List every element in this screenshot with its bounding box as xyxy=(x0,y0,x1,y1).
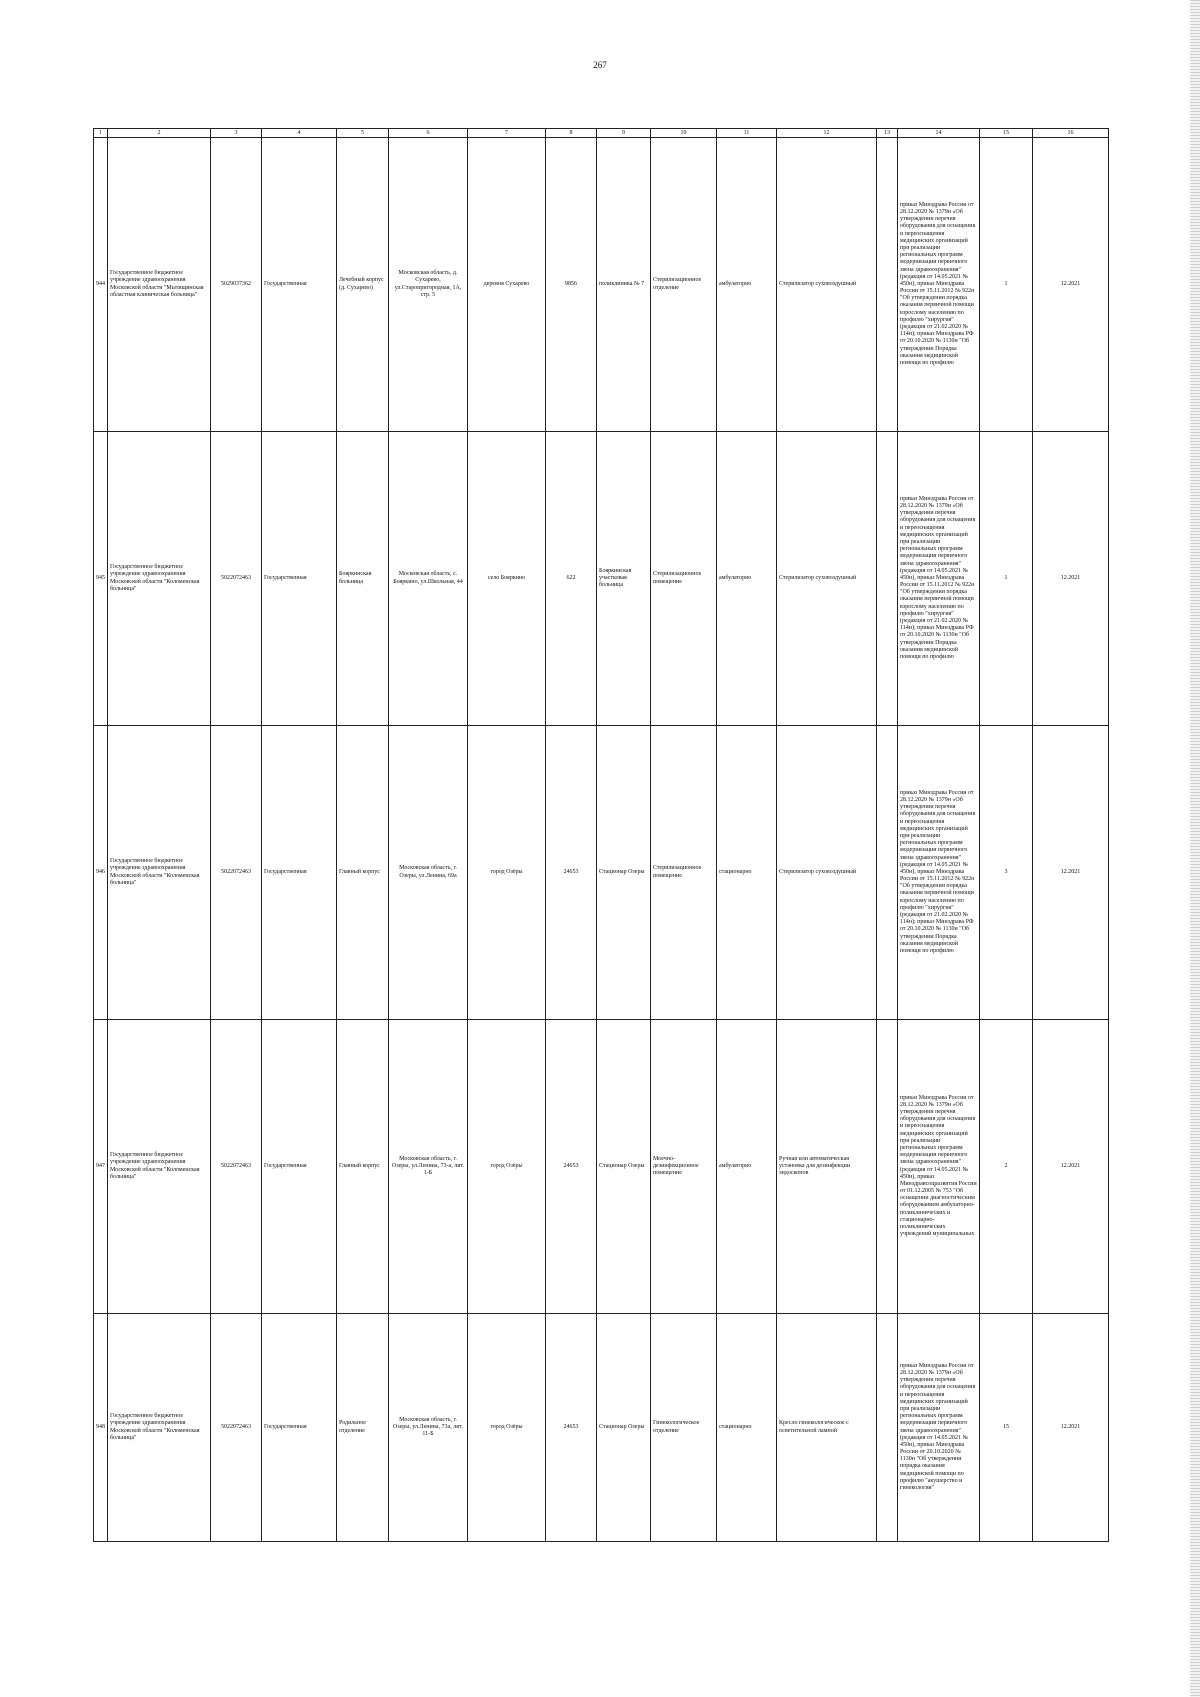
table-row xyxy=(94,432,1109,726)
equipment: Стерилизатор суховоздушный xyxy=(777,432,877,726)
legal-basis-text: приказ Минздрава России от 28.12.2020 № 1379н «Об утверждении перечня оборудования для оснащения и переоснащения медицинских организаций при реализации региональных программ модернизации первичного звена здравоохранения"(редакция от 14.05.2021 № 450н), приказ Минздрава России от 15.11.2012 № 922н "Об утверждении порядка оказания первичной помощи взрослому населению по профилю "хирургия" (редакция от 21.02.2020 № 114н); приказ Минздрава РФ от 20.10.2020 № 1130н "Об утверждении Порядка оказания медицинской помощи по профилю xyxy=(900,201,976,366)
care-type: амбулаторно xyxy=(717,432,777,726)
settlement: деревня Сухарево xyxy=(468,138,546,432)
column-number: 13 xyxy=(877,129,898,138)
legal-basis-text: приказ Минздрава России от 28.12.2020 № 1379н «Об утверждении перечня оборудования для оснащения и переоснащения медицинских организаций при реализации региональных программ модернизации первичного звена здравоохранения"(редакция от 14.05.2021 № 450н), приказ Минздрава России от 15.11.2012 № 922н "Об утверждении порядка оказания первичной помощи взрослому населению по профилю "хирургия" (редакция от 21.02.2020 № 114н); приказ Минздрава РФ от 20.10.2020 № 1130н "Об утверждении Порядка оказания медицинской помощи по профилю xyxy=(900,495,976,660)
column-number: 5 xyxy=(337,129,389,138)
table-row xyxy=(94,1314,1109,1542)
legal-basis xyxy=(898,1314,980,1542)
unit: Стационар Озеры xyxy=(597,1020,651,1314)
population: 24653 xyxy=(546,726,597,1020)
equipment: Стерилизатор суховоздушный xyxy=(777,726,877,1020)
row-number: 948 xyxy=(94,1314,108,1542)
population: 24653 xyxy=(546,1020,597,1314)
ownership: Государственная xyxy=(262,726,337,1020)
inn: 5022072463 xyxy=(211,1020,262,1314)
column-number-row xyxy=(94,129,1109,138)
date: 12.2021 xyxy=(1033,138,1109,432)
population: 24653 xyxy=(546,1314,597,1542)
address: Московская область, с. Бояркино, ул.Школьная, 44 xyxy=(389,432,468,726)
ownership: Государственная xyxy=(262,1314,337,1542)
row-number: 944 xyxy=(94,138,108,432)
care-type: амбулаторно xyxy=(717,1020,777,1314)
row-number: 945 xyxy=(94,432,108,726)
legal-basis-text: приказ Минздрава России от 28.12.2020 № 1379н «Об утверждении перечня оборудования для оснащения и переоснащения медицинских организаций при реализации региональных программ модернизации первичного звена здравоохранения"(редакция от 14.05.2021 № 450н), приказ Минздрава России от 15.11.2012 № 922н "Об утверждении порядка оказания первичной помощи взрослому населению по профилю "хирургия" (редакция от 21.02.2020 № 114н); приказ Минздрава РФ от 20.10.2020 № 1130н "Об утверждении Порядка оказания медицинской помощи по профилю xyxy=(900,789,976,954)
unit: Бояркинская участковая больница xyxy=(597,432,651,726)
date: 12.2021 xyxy=(1033,1020,1109,1314)
address: Московская область, г. Озеры, ул.Ленина, 73-а, лит. 1-Б xyxy=(389,1020,468,1314)
address: Московская область, г. Озеры, ул.Ленина, 69а xyxy=(389,726,468,1020)
building: Лечебный корпус (д. Сухарево) xyxy=(337,138,389,432)
institution-name: Государственное бюджетное учреждение здравоохранения Московской области "Коломенская больница" xyxy=(108,432,211,726)
settlement: город Озёры xyxy=(468,726,546,1020)
inn: 5022072463 xyxy=(211,432,262,726)
department: Моечно-дезинфекционное помещение xyxy=(651,1020,717,1314)
equipment: Стерилизатор суховоздушный xyxy=(777,138,877,432)
care-type: амбулаторно xyxy=(717,138,777,432)
address: Московская область, д. Сухарево, ул.Старопригородная, 1А, стр. 5 xyxy=(389,138,468,432)
column-13 xyxy=(877,1314,898,1542)
settlement: город Озёры xyxy=(468,1020,546,1314)
equipment: Ручная или автоматическая установка для дезинфекции эндоскопов xyxy=(777,1020,877,1314)
legal-basis xyxy=(898,726,980,1020)
table-row xyxy=(94,138,1109,432)
unit: поликлиника № 7 xyxy=(597,138,651,432)
quantity: 3 xyxy=(980,726,1033,1020)
institution-name: Государственное бюджетное учреждение здравоохранения Московской области "Коломенская больница" xyxy=(108,1314,211,1542)
care-type: стационарно xyxy=(717,1314,777,1542)
column-number: 14 xyxy=(898,129,980,138)
address: Московская область, г. Озеры, ул.Ленина, 73а, лит. 11-Б xyxy=(389,1314,468,1542)
column-13 xyxy=(877,138,898,432)
table-row xyxy=(94,1020,1109,1314)
column-number: 10 xyxy=(651,129,717,138)
unit: Стационар Озеры xyxy=(597,726,651,1020)
row-number: 947 xyxy=(94,1020,108,1314)
legal-basis xyxy=(898,1020,980,1314)
building: Родильное отделение xyxy=(337,1314,389,1542)
legal-basis-text: приказ Минздрава России от 28.12.2020 № 1379н «Об утверждении перечня оборудования для оснащения и переоснащения медицинских организаций при реализации региональных программ модернизации первичного звена здравоохранения"(редакция от 14.05.2021 № 450н), приказ Минздравсоцразвития России от 01.12.2005 № 753 "Об оснащении диагностическим оборудованием амбулаторно-поликлинических и стационарно-поликлинических учреждений муниципальных xyxy=(900,1094,977,1238)
population: 9856 xyxy=(546,138,597,432)
equipment: Кресло гинекологическое с осветительной лампой xyxy=(777,1314,877,1542)
quantity: 1 xyxy=(980,432,1033,726)
settlement: село Бояркино xyxy=(468,432,546,726)
quantity: 2 xyxy=(980,1020,1033,1314)
date: 12.2021 xyxy=(1033,726,1109,1020)
inn: 5022072463 xyxy=(211,726,262,1020)
date: 12.2021 xyxy=(1033,1314,1109,1542)
unit: Стационар Озеры xyxy=(597,1314,651,1542)
department: Гинекологическое отделение xyxy=(651,1314,717,1542)
department: Стерилизационное помещение xyxy=(651,726,717,1020)
department: Стерилизационное помещение xyxy=(651,432,717,726)
equipment-table xyxy=(93,128,1109,1542)
institution-name: Государственное бюджетное учреждение здравоохранения Московской области "Мытищинская областная клиническая больница" xyxy=(108,138,211,432)
settlement: город Озёры xyxy=(468,1314,546,1542)
quantity: 1 xyxy=(980,138,1033,432)
column-number: 11 xyxy=(717,129,777,138)
row-number: 946 xyxy=(94,726,108,1020)
column-number: 16 xyxy=(1033,129,1109,138)
legal-basis-text: приказ Минздрава России от 28.12.2020 № 1379н «Об утверждении перечня оборудования для оснащения и переоснащения медицинских организаций при реализации региональных программ модернизации первичного звена здравоохранения"(редакция от 14.05.2021 № 450н), приказ Минздрава России от 20.10.2020 № 1130н "Об утверждении порядка оказания медицинской помощи по профилю "акушерство и гинекология" xyxy=(900,1362,976,1491)
building: Бояркинская больница xyxy=(337,432,389,726)
building: Главный корпус xyxy=(337,726,389,1020)
inn: 5029037362 xyxy=(211,138,262,432)
legal-basis xyxy=(898,432,980,726)
table-row xyxy=(94,726,1109,1020)
ownership: Государственная xyxy=(262,432,337,726)
institution-name: Государственное бюджетное учреждение здравоохранения Московской области "Коломенская больница" xyxy=(108,1020,211,1314)
column-13 xyxy=(877,1020,898,1314)
date: 12.2021 xyxy=(1033,432,1109,726)
quantity: 15 xyxy=(980,1314,1033,1542)
column-number: 12 xyxy=(777,129,877,138)
column-13 xyxy=(877,726,898,1020)
care-type: стационарно xyxy=(717,726,777,1020)
inn: 5022072463 xyxy=(211,1314,262,1542)
column-number: 1 xyxy=(94,129,108,138)
column-13 xyxy=(877,432,898,726)
column-number: 8 xyxy=(546,129,597,138)
column-number: 4 xyxy=(262,129,337,138)
column-number: 15 xyxy=(980,129,1033,138)
column-number: 3 xyxy=(211,129,262,138)
institution-name: Государственное бюджетное учреждение здравоохранения Московской области "Коломенская больница" xyxy=(108,726,211,1020)
ownership: Государственная xyxy=(262,1020,337,1314)
column-number: 2 xyxy=(108,129,211,138)
scan-edge-strip xyxy=(1190,0,1200,1697)
column-number: 7 xyxy=(468,129,546,138)
building: Главный корпус xyxy=(337,1020,389,1314)
page-number: 267 xyxy=(593,60,607,70)
department: Стерилизационное отделение xyxy=(651,138,717,432)
column-number: 6 xyxy=(389,129,468,138)
legal-basis xyxy=(898,138,980,432)
ownership: Государственная xyxy=(262,138,337,432)
population: 622 xyxy=(546,432,597,726)
column-number: 9 xyxy=(597,129,651,138)
